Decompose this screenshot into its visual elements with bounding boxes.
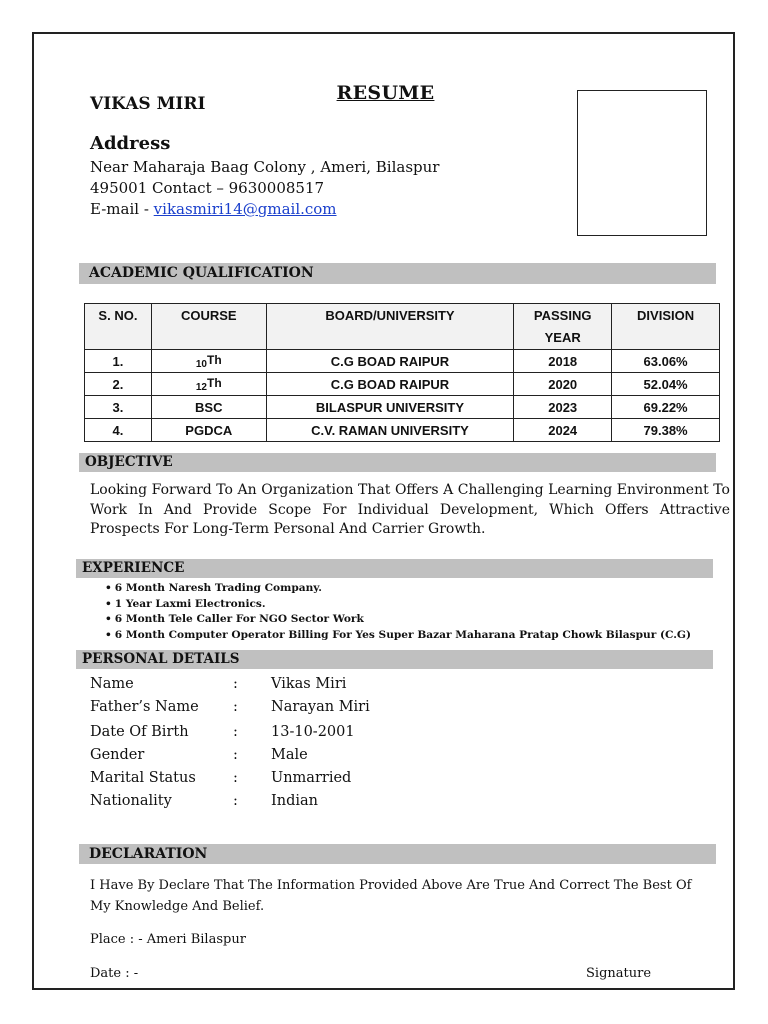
cell-course: PGDCA [151,419,266,442]
personal-value: Unmarried [271,770,352,786]
cell-division: 52.04% [612,373,720,396]
cell-year: 2020 [514,373,612,396]
cell-sno: 3. [85,396,152,419]
cell-course: 10Th [151,350,266,373]
cell-board: C.G BOAD RAIPUR [266,373,514,396]
academic-table [84,303,720,442]
email-prefix: E-mail - [90,200,154,218]
table-header-row [85,304,720,350]
personal-value: Male [271,747,308,763]
col-sno: S. NO. [85,304,152,350]
experience-list [105,581,691,643]
cell-course: BSC [151,396,266,419]
declaration-line-2: My Knowledge And Belief. [90,899,265,914]
list-item: • 6 Month Computer Operator Billing For Yes Super Bazar Maharana Pratap Chowk Bilaspur (C.G) [105,628,691,644]
col-course: COURSE [151,304,266,350]
experience-heading: EXPERIENCE [76,559,713,578]
academic-heading: ACADEMIC QUALIFICATION [79,263,716,284]
email-link[interactable]: vikasmiri14@gmail.com [153,200,337,218]
personal-value: Indian [271,793,318,809]
declaration-line-1: I Have By Declare That The Information Provided Above Are True And Correct The Best Of [90,878,692,893]
cell-course: 12Th [151,373,266,396]
objective-heading: OBJECTIVE [79,453,716,472]
photo-box [577,90,707,236]
separator: : [233,793,238,809]
personal-label: Father’s Name [90,699,199,715]
personal-label: Name [90,676,134,692]
personal-label: Marital Status [90,770,196,786]
objective-text: Looking Forward To An Organization That Offers A Challenging Learning Environment To Work In And Provide Scope For Individual Development, Which Offers Attractive Prospects For Long-Term Personal And Carrier Growth. [90,482,730,537]
separator: : [233,676,238,692]
col-board: BOARD/UNIVERSITY [266,304,514,350]
cell-year: 2024 [514,419,612,442]
personal-label: Gender [90,747,145,763]
separator: : [233,724,238,740]
personal-label: Date Of Birth [90,724,189,740]
cell-sno: 2. [85,373,152,396]
cell-board: C.G BOAD RAIPUR [266,350,514,373]
personal-value: Vikas Miri [271,676,347,692]
address-line-2: 495001 Contact – 9630008517 [90,179,325,197]
separator: : [233,747,238,763]
personal-value: 13-10-2001 [271,724,355,740]
cell-sno: 4. [85,419,152,442]
list-item: • 1 Year Laxmi Electronics. [105,597,691,613]
col-passing-year: PASSING YEAR [514,304,612,350]
cell-year: 2023 [514,396,612,419]
declaration-heading: DECLARATION [79,844,716,864]
cell-sno: 1. [85,350,152,373]
separator: : [233,770,238,786]
separator: : [233,699,238,715]
cell-division: 63.06% [612,350,720,373]
cell-board: C.V. RAMAN UNIVERSITY [266,419,514,442]
table-row [85,396,720,419]
email-line [90,200,337,218]
personal-label: Nationality [90,793,172,809]
table-row [85,419,720,442]
table-row [85,350,720,373]
table-row [85,373,720,396]
resume-title: RESUME [336,82,435,104]
personal-heading: PERSONAL DETAILS [76,650,713,669]
list-item: • 6 Month Naresh Trading Company. [105,581,691,597]
list-item: • 6 Month Tele Caller For NGO Sector Work [105,612,691,628]
col-division: DIVISION [612,304,720,350]
cell-year: 2018 [514,350,612,373]
cell-division: 69.22% [612,396,720,419]
place-field: Place : - Ameri Bilaspur [90,932,246,947]
personal-value: Narayan Miri [271,699,370,715]
address-heading: Address [90,133,171,154]
cell-division: 79.38% [612,419,720,442]
date-field: Date : - [90,966,139,981]
candidate-name: VIKAS MIRI [90,94,206,114]
address-line-1: Near Maharaja Baag Colony , Ameri, Bilaspur [90,158,440,176]
signature-label: Signature [586,966,652,981]
cell-board: BILASPUR UNIVERSITY [266,396,514,419]
